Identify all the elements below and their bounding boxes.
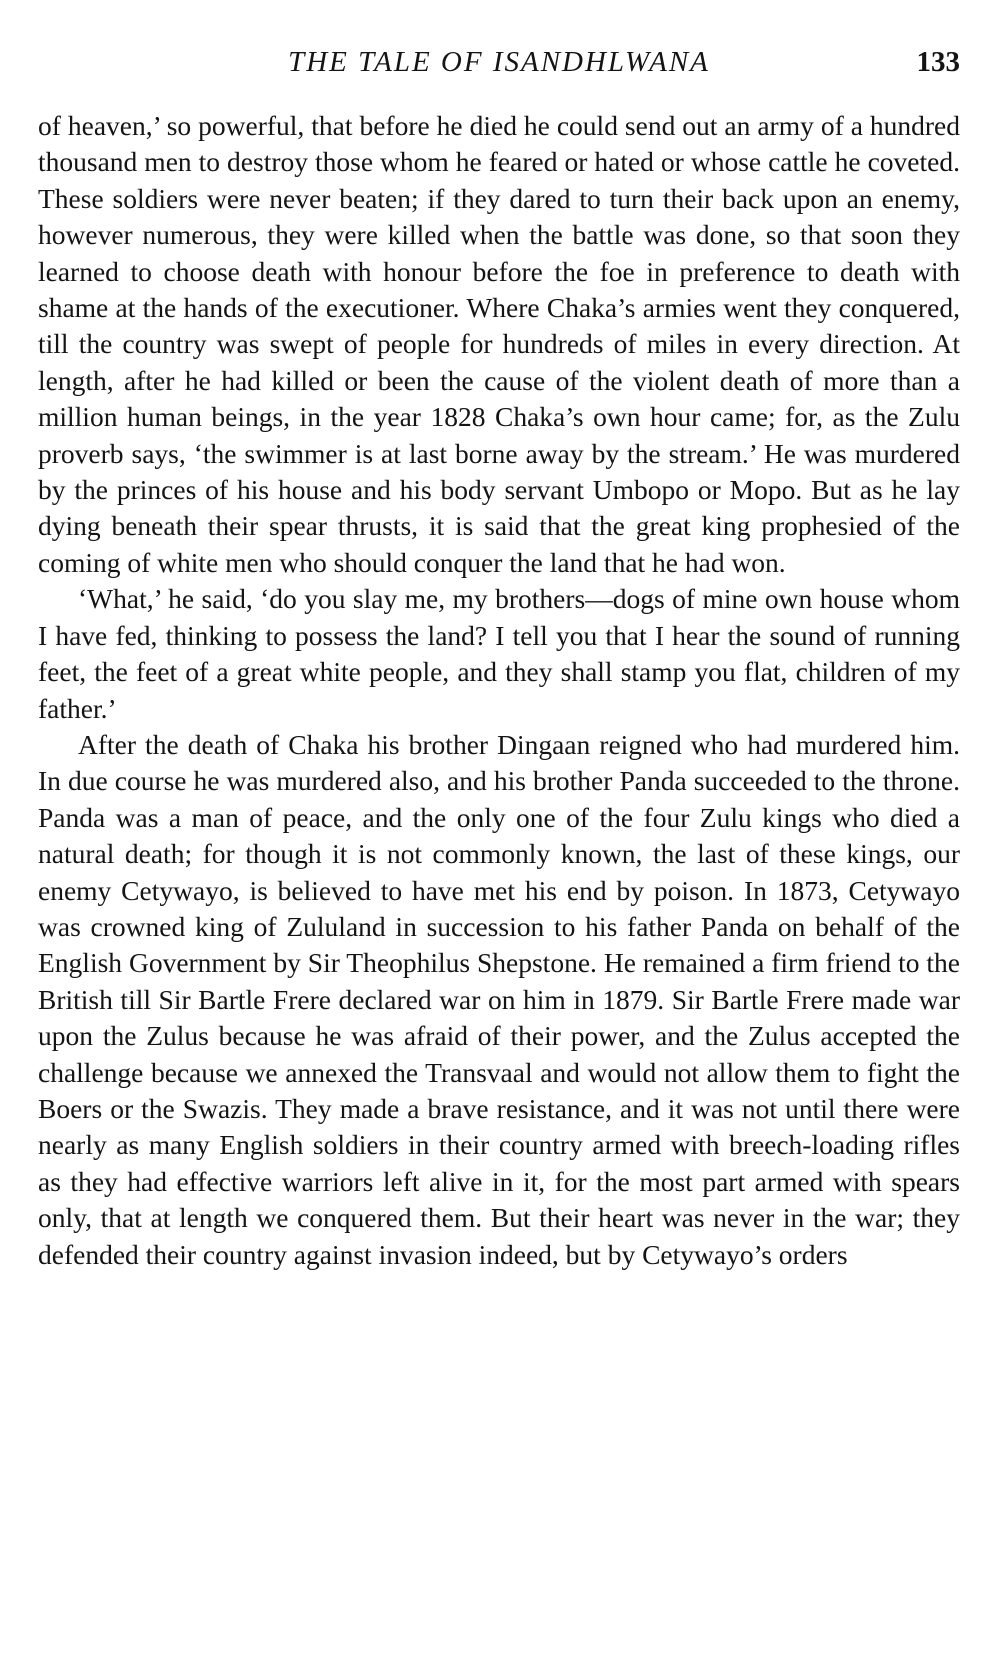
paragraph-after-chaka: After the death of Chaka his brother Dingaan reigned who had murdered him. In due course he was murdered also, and his brother Panda succeeded to the throne. Panda was a man of peace, and the only one of the four Zulu kings who died a natural death; for though it is not commonly known, the last of these kings, our enemy Cetywayo, is believed to have met his end by poison. In 1873, Cetywayo was crowned king of Zululand in succession to his father Panda on behalf of the English Government by Sir Theophilus Shepstone. He remained a firm friend to the British till Sir Bartle Frere declared war on him in 1879. Sir Bartle Frere made war upon the Zulus because he was afraid of their power, and the Zulus accepted the challenge because we annexed the Transvaal and would not allow them to fight the Boers or the Swazis. They made a brave resistance, and it was not until there were nearly as many English soldiers in their country armed with breech-loading rifles as they had effective warriors left alive in it, for the most part armed with spears only, that at length we conquered them. But their heart was never in the war; they defended their country against invasion indeed, but by Cetywayo’s orders (38, 728, 960, 1270)
paragraph-chaka-quote: ‘What,’ he said, ‘do you slay me, my brothers—dogs of mine own house whom I have fed, thinking to possess the land? I tell you that I hear the sound of running feet, the feet of a great white people, and they shall stamp you flat, children of my father.’ (38, 583, 960, 724)
body-text (38, 108, 960, 1273)
running-head (38, 40, 960, 84)
running-title: THE TALE OF ISANDHLWANA (288, 46, 710, 78)
page-number: 133 (916, 46, 960, 78)
paragraph-continuation: of heaven,’ so powerful, that before he died he could send out an army of a hundred thousand men to destroy those whom he feared or hated or whose cattle he coveted. These soldiers were never beaten; if they dared to turn their back upon an enemy, however numerous, they were killed when the battle was done, so that soon they learned to choose death with honour before the foe in preference to death with shame at the hands of the executioner. Where Chaka’s armies went they conquered, till the country was swept of people for hundreds of miles in every direction. At length, after he had killed or been the cause of the violent death of more than a million human beings, in the year 1828 Chaka’s own hour came; for, as the Zulu proverb says, ‘the swimmer is at last borne away by the stream.’ He was murdered by the princes of his house and his body servant Umbopo or Mopo. But as he lay dying beneath their spear thrusts, it is said that the great king prophesied of the coming of white men who should conquer the land that he had won. (38, 110, 960, 578)
book-page (38, 40, 960, 1273)
